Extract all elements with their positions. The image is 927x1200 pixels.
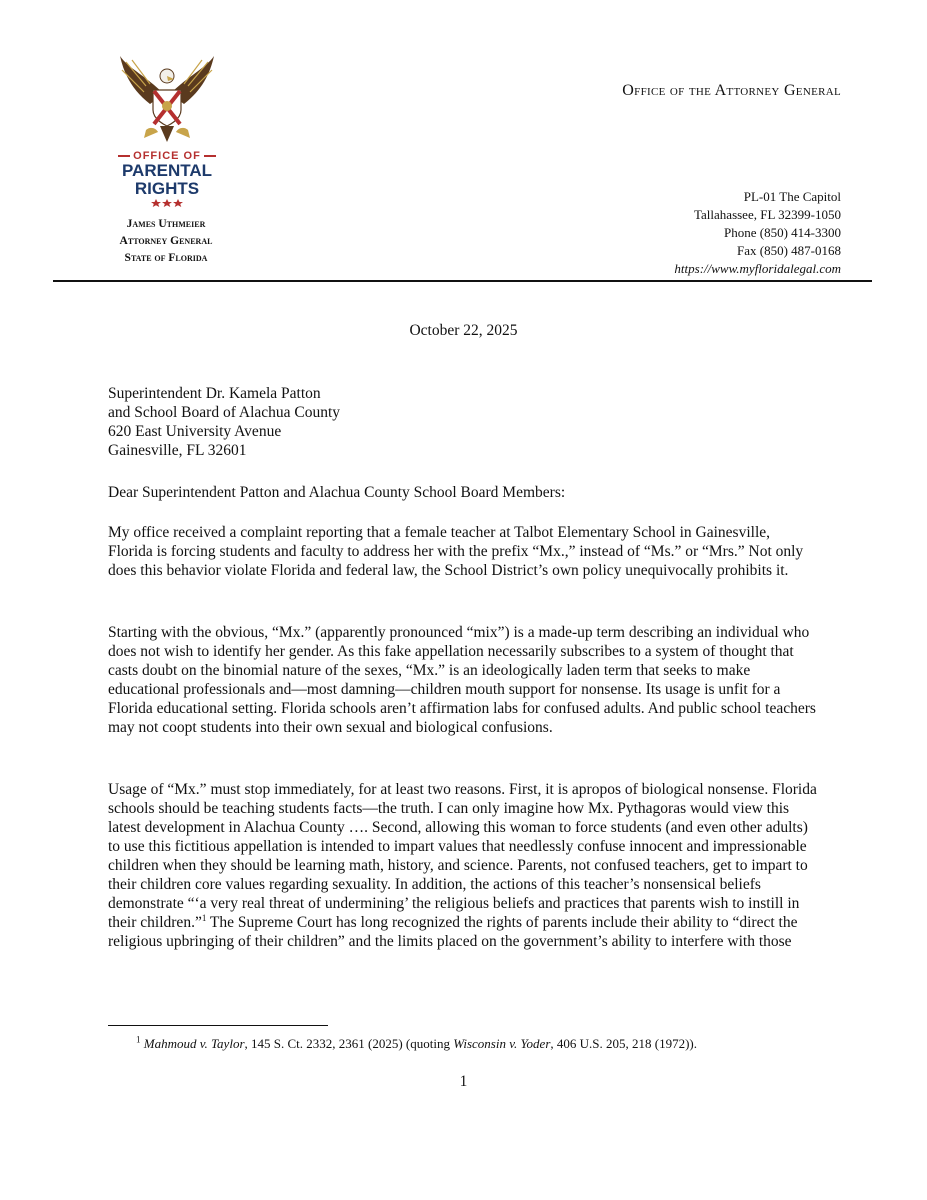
footnote-end: , 406 U.S. 205, 218 (1972)). [550,1036,697,1051]
paragraph-2: Starting with the obvious, “Mx.” (apparently pronounced “mix”) is a made-up term describing an individual who does not wish to identify her gender. As this fake appellation necessarily subscribes to a system of thought that casts doubt on the binomial nature of the sexes, “Mx.” is an ideologically laden term that seeks to make educational professionals and—most damning—children mouth support for nonsense. Its usage is unfit for a Florida educational setting. Florida schools aren’t affirmation labs for confused adults. And public school teachers may not coopt students into their own sexual and biological confusions. [108,624,816,736]
paragraph-1: My office received a complaint reporting that a female teacher at Talbot Elementary School in Gainesville, Florida is forcing students and faculty to address her with the prefix “Mx.,” instead of “Ms.” or “Mrs.” Not only does this behavior violate Florida and federal law, the School District’s own policy unequivocally prohibits it. [108,524,804,579]
footnote-case-1: Mahmoud v. Taylor [143,1036,245,1051]
footnote-divider [108,1025,328,1026]
footnote-1 [108,1035,838,1053]
recipient-line1: Superintendent Dr. Kamela Patton [108,385,321,402]
paragraph-3-part-2: The Supreme Court has long recognized the rights of parents include their ability to “direct the religious upbringing of their children” and the limits placed on the government’s ability to interfere with those [108,914,798,950]
ag-state: State of Florida [124,252,208,264]
address-line2: Tallahassee, FL 32399-1050 [694,207,841,222]
ag-name: James Uthmeier [126,218,206,230]
right-scroll [176,128,190,138]
page-number: 1 [459,1073,468,1090]
footnote-middle: , 145 S. Ct. 2332, 2361 (2025) (quoting [244,1036,454,1051]
website-link[interactable]: https://www.myfloridalegal.com [674,261,841,276]
office-address [674,188,841,278]
seal-rights-text: RIGHTS [134,179,200,198]
recipient-line2: and School Board of Alachua County [108,404,341,421]
footnote-marker: 1 [136,1034,141,1045]
paragraph-3-part-1: Usage of “Mx.” must stop immediately, for at least two reasons. First, it is apropos of biological nonsense. Florida schools should be teaching students facts—the truth. I can only imagine how Mx. Pythagoras would view this latest development in Alachua County …. Second, allowing this woman to force students (and even other adults) to use this fictitious appellation is intended to impart values that needlessly confuse innocent and impressionable children when they should be learning math, history, and science. Parents, not confused teachers, get to impart to their children core values regarding sexuality. In addition, the actions of this teacher’s nonsensical beliefs demonstrate “‘a very real threat of undermining’ the religious beliefs and practices that parents wish to instill in their children.” [108,781,817,931]
left-scroll [144,128,158,138]
eagle-seal-icon [106,46,228,146]
salutation: Dear Superintendent Patton and Alachua County School Board Members: [108,484,566,501]
footnote-case-2: Wisconsin v. Yoder [453,1036,551,1051]
recipient-line3: 620 East University Avenue [108,423,282,440]
tail-feathers [160,126,174,142]
seal-office-of-text: OFFICE OF [106,150,228,162]
letter-date: October 22, 2025 [409,322,518,339]
paragraph-3 [108,780,818,951]
seal-parental-text: PARENTAL [121,161,213,180]
address-line1: PL-01 The Capitol [743,189,841,204]
ag-title: Attorney General [119,235,213,247]
shield-center-seal [162,101,172,111]
address-phone: Phone (850) 414-3300 [724,225,841,240]
address-fax: Fax (850) 487-0168 [737,243,841,258]
attorney-general-block [80,216,252,267]
header-divider [53,280,872,282]
stars-icon [106,198,228,208]
footnote-reference[interactable]: 1 [201,912,207,923]
recipient-address [108,384,340,460]
office-title: Office of the Attorney General [622,82,841,99]
recipient-line4: Gainesville, FL 32601 [108,442,247,459]
